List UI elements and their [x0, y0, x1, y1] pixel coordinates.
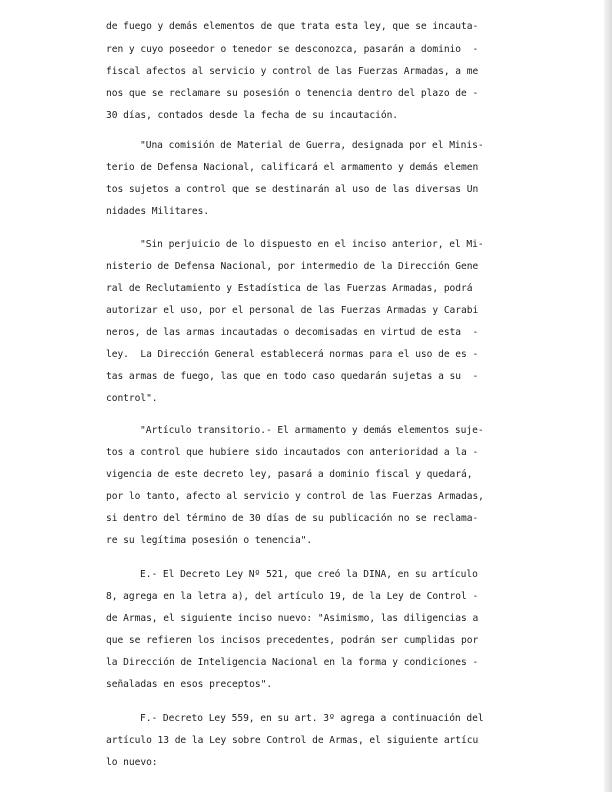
- text-line: lo nuevo:: [106, 757, 158, 768]
- text-line: "Una comisión de Material de Guerra, designada por el Minis-: [140, 140, 484, 151]
- text-line: re su legítima posesión o tenencia".: [106, 535, 313, 546]
- text-line: 8, agrega en la letra a), del artículo 19, de la Ley de Control -: [106, 591, 479, 602]
- text-line: 30 días, contados desde la fecha de su incautación.: [106, 110, 399, 121]
- text-line: tos a control que hubiere sido incautados con anterioridad a la -: [106, 447, 479, 458]
- text-line: autorizar el uso, por el personal de las Fuerzas Armadas y Carabi: [106, 305, 479, 316]
- text-line: E.- El Decreto Ley Nº 521, que creó la DINA, en su artículo: [140, 569, 478, 580]
- text-line: ren y cuyo poseedor o tenedor se desconozca, pasarán a dominio -: [106, 44, 479, 55]
- text-line: nos que se reclamare su posesión o tenencia dentro del plazo de -: [106, 88, 479, 99]
- text-line: F.- Decreto Ley 559, en su art. 3º agrega a continuación del: [140, 713, 484, 724]
- text-line: fiscal afectos al servicio y control de las Fuerzas Armadas, a me: [106, 66, 479, 77]
- text-line: neros, de las armas incautadas o decomisadas en virtud de esta -: [106, 327, 479, 338]
- text-line: de Armas, el siguiente inciso nuevo: "Asimismo, las diligencias a: [106, 613, 479, 624]
- text-line: terio de Defensa Nacional, calificará el armamento y demás elemen: [106, 162, 479, 173]
- text-line: ral de Reclutamiento y Estadística de las Fuerzas Armadas, podrá: [106, 283, 473, 294]
- text-line: de fuego y demás elementos de que trata esta ley, que se incauta-: [106, 21, 479, 32]
- text-line: ley. La Dirección General establecerá normas para el uso de es -: [106, 349, 479, 360]
- text-line: señaladas en esos preceptos".: [106, 679, 273, 690]
- text-line: "Artículo transitorio.- El armamento y demás elementos suje-: [140, 425, 484, 436]
- text-line: control".: [106, 393, 158, 404]
- text-line: "Sin perjuicio de lo dispuesto en el inciso anterior, el Mi-: [140, 239, 484, 250]
- text-line: tas armas de fuego, las que en todo caso quedarán sujetas a su -: [106, 371, 479, 382]
- text-line: la Dirección de Inteligencia Nacional en la forma y condiciones -: [106, 657, 479, 668]
- text-line: nisterio de Defensa Nacional, por intermedio de la Dirección Gene: [106, 261, 479, 272]
- text-line: artículo 13 de la Ley sobre Control de Armas, el siguiente artícu: [106, 735, 479, 746]
- text-line: que se refieren los incisos precedentes, podrán ser cumplidas por: [106, 635, 479, 646]
- text-line: tos sujetos a control que se destinarán al uso de las diversas Un: [106, 184, 479, 195]
- text-line: vigencia de este decreto ley, pasará a dominio fiscal y quedará,: [106, 469, 473, 480]
- text-line: por lo tanto, afecto al servicio y control de las Fuerzas Armadas,: [106, 491, 484, 502]
- text-line: si dentro del término de 30 días de su publicación no se reclama-: [106, 513, 479, 524]
- text-line: nidades Militares.: [106, 206, 210, 217]
